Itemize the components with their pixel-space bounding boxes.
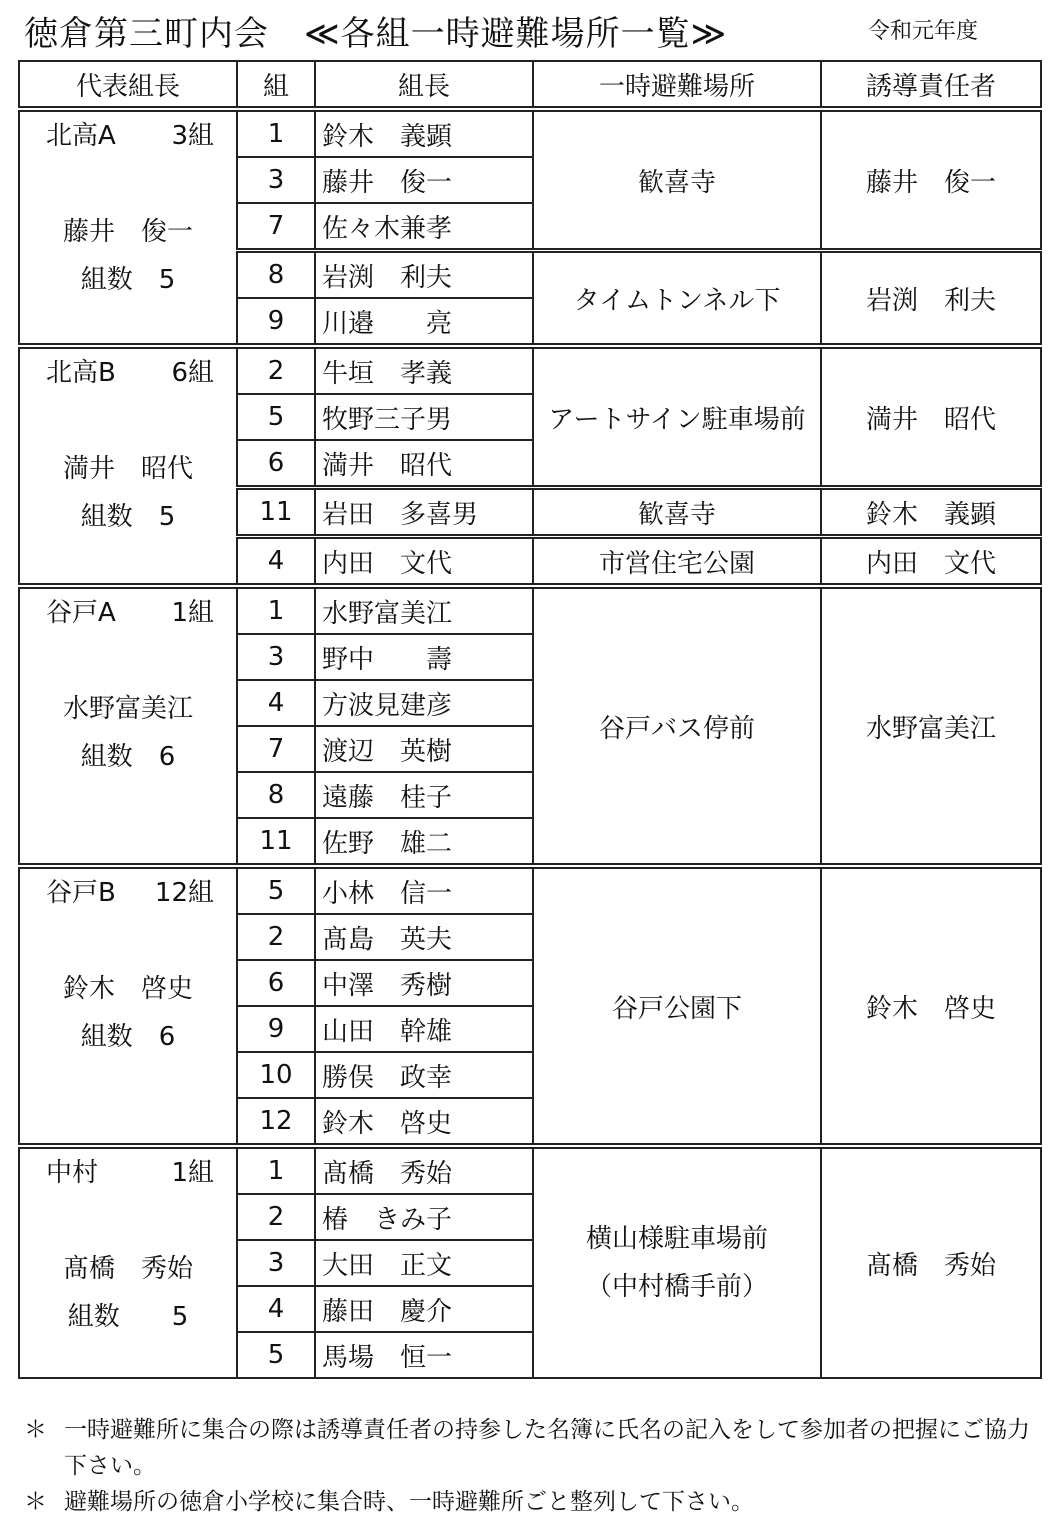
- group-number: 2: [237, 346, 315, 394]
- evacuation-place: 歓喜寺: [533, 488, 821, 537]
- footnote-mark: ＊: [24, 1489, 47, 1515]
- group-number: 7: [237, 203, 315, 251]
- group-number: 7: [237, 726, 315, 772]
- table-header-row: [19, 61, 1041, 109]
- evacuation-table: [18, 60, 1042, 1379]
- group-number: 5: [237, 866, 315, 914]
- representative-cell: [19, 346, 237, 586]
- group-leader: 水野富美江: [315, 586, 533, 634]
- group-leader: 佐野 雄二: [315, 818, 533, 866]
- footnote: [24, 1412, 1034, 1484]
- responsible-person: 水野富美江: [821, 586, 1041, 866]
- table-row: [19, 586, 1041, 634]
- table-row: [19, 1146, 1041, 1194]
- representative-cell: [19, 586, 237, 866]
- responsible-person: 鈴木 啓史: [821, 866, 1041, 1146]
- group-leader: 川邉 亮: [315, 298, 533, 346]
- evacuation-place-line1: 横山様駐車場前: [585, 1224, 768, 1254]
- group-number: 6: [237, 960, 315, 1006]
- responsible-person: 満井 昭代: [821, 346, 1041, 488]
- rep-name: 鈴木 啓史: [62, 974, 193, 1004]
- group-number: 4: [237, 680, 315, 726]
- group-number: 11: [237, 818, 315, 866]
- col-header-responsible: 誘導責任者: [821, 61, 1041, 109]
- group-count: 組数 6: [80, 742, 176, 772]
- group-leader: 勝俣 政幸: [315, 1052, 533, 1098]
- group-number: 4: [237, 1286, 315, 1332]
- responsible-person: 藤井 俊一: [821, 109, 1041, 251]
- representative-cell: [19, 1146, 237, 1378]
- table-row: [19, 866, 1041, 914]
- rep-group: 6組: [171, 358, 214, 388]
- rep-group: 1組: [171, 598, 214, 628]
- evacuation-place: 市営住宅公園: [533, 537, 821, 587]
- group-number: 9: [237, 1006, 315, 1052]
- group-leader: 牧野三子男: [315, 394, 533, 440]
- evacuation-place-line2: （中村橋手前）: [585, 1272, 768, 1302]
- table-row: [19, 109, 1041, 157]
- group-leader: 方波見建彦: [315, 680, 533, 726]
- area-name: 北高A: [46, 121, 116, 151]
- group-count: 組数 5: [80, 265, 176, 295]
- col-header-place: 一時避難場所: [533, 61, 821, 109]
- responsible-person: 岩渕 利夫: [821, 251, 1041, 347]
- group-leader: 山田 幹雄: [315, 1006, 533, 1052]
- group-number: 12: [237, 1098, 315, 1146]
- evacuation-place: [533, 1146, 821, 1378]
- responsible-person: 内田 文代: [821, 537, 1041, 587]
- evacuation-place: タイムトンネル下: [533, 251, 821, 347]
- group-leader: 髙島 英夫: [315, 914, 533, 960]
- group-leader: 渡辺 英樹: [315, 726, 533, 772]
- group-number: 5: [237, 394, 315, 440]
- group-number: 2: [237, 1194, 315, 1240]
- group-number: 4: [237, 537, 315, 587]
- col-header-representative: 代表組長: [19, 61, 237, 109]
- group-number: 8: [237, 772, 315, 818]
- group-leader: 鈴木 義顕: [315, 109, 533, 157]
- responsible-person: 鈴木 義顕: [821, 488, 1041, 537]
- group-leader: 遠藤 桂子: [315, 772, 533, 818]
- group-number: 2: [237, 914, 315, 960]
- group-number: 1: [237, 586, 315, 634]
- footnotes: [24, 1412, 1034, 1520]
- group-leader: 中澤 秀樹: [315, 960, 533, 1006]
- area-name: 北高B: [46, 358, 116, 388]
- group-number: 3: [237, 634, 315, 680]
- group-leader: 佐々木兼孝: [315, 203, 533, 251]
- col-header-leader: 組長: [315, 61, 533, 109]
- group-leader: 髙橋 秀始: [315, 1146, 533, 1194]
- group-leader: 小林 信一: [315, 866, 533, 914]
- rep-group: 12組: [154, 878, 214, 908]
- representative-cell: [19, 109, 237, 346]
- group-number: 6: [237, 440, 315, 488]
- representative-cell: [19, 866, 237, 1146]
- footnote-text: 一時避難所に集合の際は誘導責任者の持参した名簿に氏名の記入をして参加者の把握にご協力下さい。: [64, 1417, 1030, 1479]
- group-leader: 満井 昭代: [315, 440, 533, 488]
- table-row: [19, 346, 1041, 394]
- group-leader: 藤田 慶介: [315, 1286, 533, 1332]
- document-title: 徳倉第三町内会 ≪各組一時避難場所一覧≫: [24, 14, 728, 54]
- group-number: 3: [237, 1240, 315, 1286]
- evacuation-place: 谷戸バス停前: [533, 586, 821, 866]
- footnote-text: 避難場所の徳倉小学校に集合時、一時避難所ごと整列して下さい。: [64, 1489, 754, 1515]
- group-leader: 藤井 俊一: [315, 157, 533, 203]
- evacuation-place: 谷戸公園下: [533, 866, 821, 1146]
- group-number: 5: [237, 1332, 315, 1378]
- group-leader: 牛垣 孝義: [315, 346, 533, 394]
- rep-group: 3組: [171, 121, 214, 151]
- evacuation-place: アートサイン駐車場前: [533, 346, 821, 488]
- group-number: 1: [237, 109, 315, 157]
- group-leader: 岩田 多喜男: [315, 488, 533, 537]
- group-number: 10: [237, 1052, 315, 1098]
- group-leader: 岩渕 利夫: [315, 251, 533, 299]
- group-leader: 内田 文代: [315, 537, 533, 587]
- footnote: [24, 1484, 1034, 1520]
- group-leader: 馬場 恒一: [315, 1332, 533, 1378]
- group-leader: 野中 壽: [315, 634, 533, 680]
- group-number: 11: [237, 488, 315, 537]
- group-number: 8: [237, 251, 315, 299]
- col-header-group: 組: [237, 61, 315, 109]
- rep-name: 髙橋 秀始: [62, 1254, 193, 1284]
- group-leader: 鈴木 啓史: [315, 1098, 533, 1146]
- group-leader: 椿 きみ子: [315, 1194, 533, 1240]
- fiscal-year: 令和元年度: [868, 19, 979, 44]
- evacuation-place: 歓喜寺: [533, 109, 821, 251]
- rep-name: 藤井 俊一: [62, 217, 193, 247]
- responsible-person: 髙橋 秀始: [821, 1146, 1041, 1378]
- group-count: 組数 5: [67, 1302, 189, 1332]
- rep-name: 満井 昭代: [62, 454, 193, 484]
- rep-name: 水野富美江: [62, 694, 193, 724]
- group-number: 3: [237, 157, 315, 203]
- group-number: 9: [237, 298, 315, 346]
- area-name: 谷戸B: [46, 878, 116, 908]
- rep-group: 1組: [171, 1158, 214, 1188]
- group-number: 1: [237, 1146, 315, 1194]
- group-count: 組数 5: [80, 502, 176, 532]
- area-name: 谷戸A: [46, 598, 116, 628]
- area-name: 中村: [46, 1158, 99, 1188]
- group-count: 組数 6: [80, 1022, 176, 1052]
- group-leader: 大田 正文: [315, 1240, 533, 1286]
- footnote-mark: ＊: [24, 1417, 47, 1443]
